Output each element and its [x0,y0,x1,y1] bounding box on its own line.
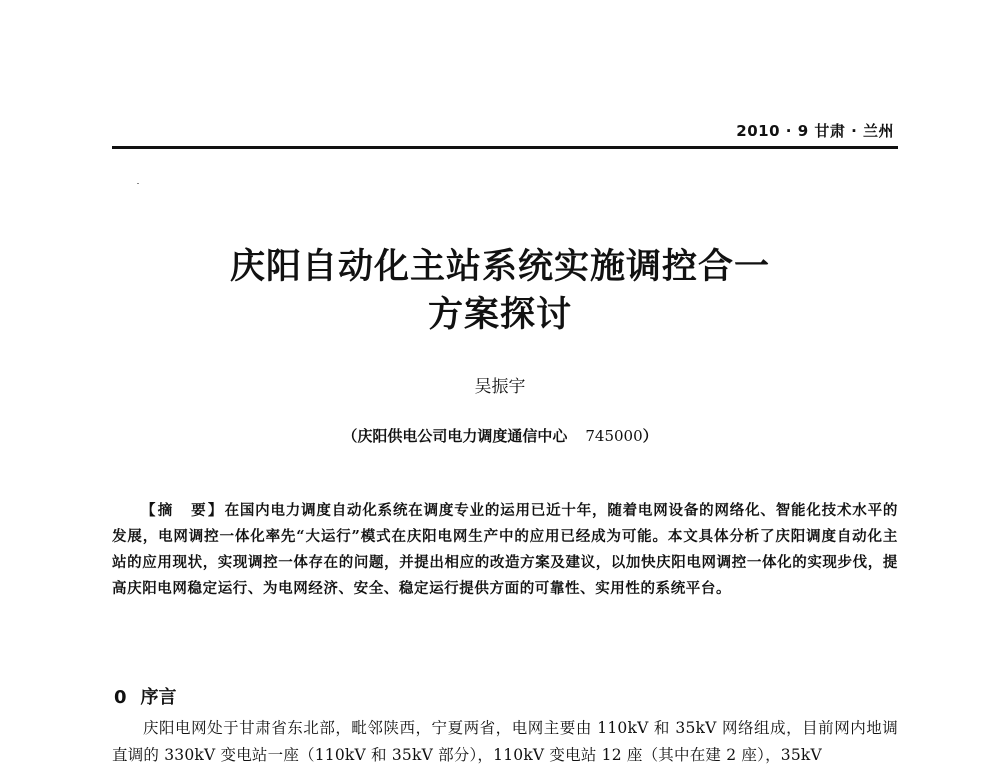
scan-speck [137,183,139,184]
section-title: 序言 [140,687,177,708]
affiliation [0,425,1000,446]
paper-title-line-2: 方案探讨 [427,294,572,335]
affiliation-open-paren: （ [342,427,358,445]
running-header [112,120,898,149]
abstract-text: 在国内电力调度自动化系统在调度专业的运用已近十年，随着电网设备的网络化、智能化技术水平的发展，电网调控一体化率先“大运行”模式在庆阳电网生产中的应用已经成为可能。本文具体分析了庆阳调度自动化主站的应用现状，实现调控一体存在的问题，并提出相应的改造方案及建议，以加快庆阳电网调控一体化的实现步伐，提高庆阳电网稳定运行、为电网经济、安全、稳定运行提供方面的可靠性、实用性的系统平台。 [112,502,899,597]
abstract-label: 【摘 要】 [141,502,225,519]
section-heading [114,683,177,709]
issue-info: 2010 · 9 甘肃 · 兰州 [736,122,894,140]
paper-title-line-1: 庆阳自动化主站系统实施调控合一 [229,246,770,287]
affiliation-name: 庆阳供电公司电力调度通信中心 [357,427,568,445]
abstract [112,498,898,602]
affiliation-zip: 745000 [585,427,643,445]
affiliation-close-paren: ） [642,427,658,445]
author-name: 吴振宇 [474,377,526,397]
section-number: 0 [114,687,127,708]
body-paragraph: 庆阳电网处于甘肃省东北部，毗邻陕西，宁夏两省，电网主要由 110kV 和 35kV 网络组成，目前网内地调直调的 330kV 变电站一座（110kV 和 35kV 部分），110kV 变电站 12 座（其中在建 2 座），35kV [112,719,898,764]
